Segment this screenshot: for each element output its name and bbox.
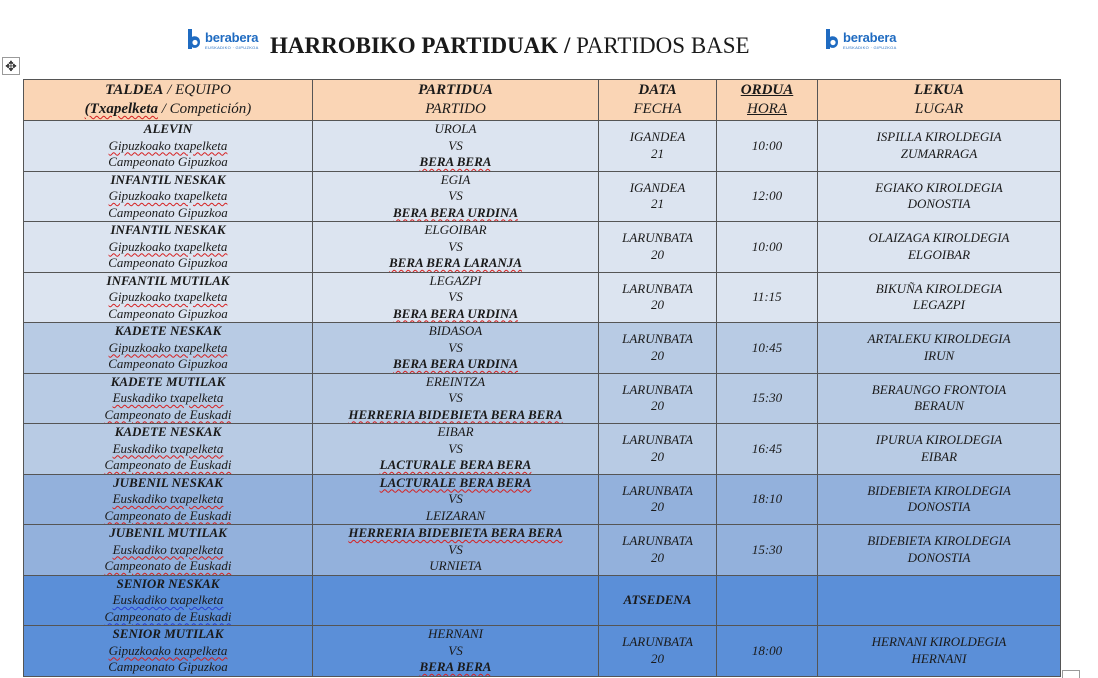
date-cell <box>599 171 717 222</box>
time-cell: 12:00 <box>717 171 818 222</box>
team-cell <box>24 121 313 172</box>
table-row <box>24 121 1061 172</box>
rest-label: ATSEDENA <box>599 575 717 626</box>
table-row <box>24 525 1061 576</box>
berabera-logo-icon <box>186 28 203 52</box>
vs-label: VS <box>448 188 463 203</box>
day-name: LARUNBATA <box>622 634 693 650</box>
day-number: 20 <box>651 549 664 565</box>
header-match: PARTIDUA PARTIDO <box>313 80 599 121</box>
away-team: BERA BERA URDINA <box>393 356 518 371</box>
venue-name: BIKUÑA KIROLDEGIA <box>875 280 1003 296</box>
match-cell <box>313 121 599 172</box>
header-date: DATA FECHA <box>599 80 717 121</box>
date-cell <box>599 525 717 576</box>
berabera-logo-left <box>186 28 259 52</box>
document-header <box>0 24 1098 64</box>
venue-town: DONOSTIA <box>907 549 971 565</box>
away-team: BERA BERA <box>419 659 492 674</box>
venue-name: BERAUNGO FRONTOIA <box>871 381 1007 397</box>
away-team: BERA BERA URDINA <box>393 305 518 321</box>
venue-name: EGIAKO KIROLDEGIA <box>875 179 1003 195</box>
date-cell <box>599 323 717 374</box>
date-cell <box>599 626 717 677</box>
away-team: BERA BERA <box>419 154 492 169</box>
time-cell: 18:10 <box>717 474 818 525</box>
move-arrows-icon[interactable]: ✥ <box>2 57 20 75</box>
matches-table <box>23 79 1061 677</box>
competition-eu: Euskadiko txapelketa <box>112 390 224 405</box>
date-cell <box>599 424 717 475</box>
venue-name: IPURUA KIROLDEGIA <box>875 432 1003 448</box>
venue-name: ISPILLA KIROLDEGIA <box>876 129 1002 145</box>
match-cell <box>313 171 599 222</box>
vs-label: VS <box>448 137 463 153</box>
table-row <box>24 373 1061 424</box>
venue-town: LEGAZPI <box>913 297 965 313</box>
day-number: 20 <box>651 347 664 363</box>
time-cell: 15:30 <box>717 525 818 576</box>
home-team: LACTURALE BERA BERA <box>379 474 532 490</box>
header-place: LEKUA LUGAR <box>818 80 1061 121</box>
competition-eu: Gipuzkoako txapelketa <box>108 289 228 304</box>
time-cell: 16:45 <box>717 424 818 475</box>
home-team: EREINTZA <box>425 373 486 389</box>
team-cell <box>24 575 313 626</box>
match-cell <box>313 424 599 475</box>
venue-town: DONOSTIA <box>907 196 971 212</box>
venue-town: ELGOIBAR <box>907 246 971 262</box>
team-name: KADETE NESKAK <box>114 323 222 338</box>
team-name: ALEVIN <box>143 121 193 136</box>
competition-eu: Euskadiko txapelketa <box>112 541 224 557</box>
competition-eu: Euskadiko txapelketa <box>112 491 224 506</box>
vs-label: VS <box>448 339 463 355</box>
place-cell <box>818 171 1061 222</box>
day-name: IGANDEA <box>629 179 686 195</box>
competition-eu: Euskadiko txapelketa <box>112 440 224 456</box>
time-cell: 15:30 <box>717 373 818 424</box>
day-name: LARUNBATA <box>622 280 693 296</box>
competition-es: Campeonato Gipuzkoa <box>108 154 228 169</box>
day-number: 20 <box>651 499 664 515</box>
match-cell <box>313 575 599 626</box>
match-cell <box>313 626 599 677</box>
day-name: LARUNBATA <box>622 432 693 448</box>
home-team: HERRERIA BIDEBIETA BERA BERA <box>348 525 563 540</box>
logo-wordmark: berabera <box>843 30 897 45</box>
date-cell <box>599 474 717 525</box>
match-cell <box>313 323 599 374</box>
team-name: INFANTIL NESKAK <box>110 171 226 187</box>
header-team: TALDEA / EQUIPO (Txapelketa / Competición) <box>24 80 313 121</box>
team-name: INFANTIL MUTILAK <box>106 272 230 288</box>
team-cell <box>24 373 313 424</box>
vs-label: VS <box>448 541 463 557</box>
place-cell <box>818 323 1061 374</box>
match-cell <box>313 373 599 424</box>
place-cell <box>818 222 1061 273</box>
competition-es: Campeonato de Euskadi <box>104 507 232 523</box>
competition-es: Campeonato Gipuzkoa <box>108 659 228 674</box>
day-number: 20 <box>651 650 664 666</box>
home-team: HERNANI <box>428 626 483 641</box>
home-team: EIBAR <box>437 424 474 439</box>
competition-eu: Gipuzkoako txapelketa <box>108 137 228 153</box>
date-cell <box>599 373 717 424</box>
place-cell <box>818 525 1061 576</box>
competition-eu: Gipuzkoako txapelketa <box>108 642 228 658</box>
page-title <box>270 32 750 60</box>
venue-town: EIBAR <box>920 448 958 464</box>
competition-eu: Gipuzkoako txapelketa <box>108 188 228 203</box>
competition-es: Campeonato Gipuzkoa <box>108 255 228 270</box>
date-cell <box>599 121 717 172</box>
day-number: 20 <box>651 398 664 414</box>
time-cell: 11:15 <box>717 272 818 323</box>
team-name: KADETE MUTILAK <box>110 373 226 389</box>
home-team: EGIA <box>440 171 471 187</box>
table-header-row <box>24 80 1061 121</box>
day-number: 20 <box>651 246 664 262</box>
venue-name: ARTALEKU KIROLDEGIA <box>867 331 1011 347</box>
team-cell <box>24 171 313 222</box>
competition-eu: Gipuzkoako txapelketa <box>108 339 228 355</box>
competition-es: Campeonato Gipuzkoa <box>108 305 228 321</box>
venue-town: HERNANI <box>911 650 967 666</box>
berabera-logo-icon <box>824 28 841 52</box>
team-cell <box>24 474 313 525</box>
venue-name: BIDEBIETA KIROLDEGIA <box>867 482 1011 498</box>
team-cell <box>24 626 313 677</box>
date-cell <box>599 272 717 323</box>
time-cell: 10:45 <box>717 323 818 374</box>
day-number: 21 <box>651 196 664 212</box>
competition-es: Campeonato de Euskadi <box>104 558 232 573</box>
team-name: SENIOR NESKAK <box>116 575 220 591</box>
time-cell: 10:00 <box>717 121 818 172</box>
match-cell <box>313 525 599 576</box>
vs-label: VS <box>448 289 463 304</box>
competition-eu: Euskadiko txapelketa <box>112 592 224 607</box>
competition-es: Campeonato Gipuzkoa <box>108 356 228 371</box>
away-team: BERA BERA LARANJA <box>389 255 522 270</box>
competition-es: Campeonato de Euskadi <box>104 406 232 422</box>
table-row <box>24 424 1061 475</box>
vs-label: VS <box>448 491 463 506</box>
table-resize-handle[interactable] <box>1062 670 1080 678</box>
team-name: SENIOR MUTILAK <box>112 626 224 641</box>
competition-es: Campeonato de Euskadi <box>104 608 232 624</box>
table-row <box>24 323 1061 374</box>
vs-label: VS <box>448 642 463 658</box>
table-row <box>24 272 1061 323</box>
day-name: LARUNBATA <box>622 331 693 347</box>
logo-tagline: EUSKADIKO · GIPUZKOA <box>843 45 897 50</box>
venue-name: HERNANI KIROLDEGIA <box>871 634 1007 650</box>
home-team: ELGOIBAR <box>424 222 487 237</box>
match-cell <box>313 222 599 273</box>
venue-town: BERAUN <box>914 398 964 414</box>
home-team: BIDASOA <box>428 323 483 338</box>
day-name: LARUNBATA <box>622 381 693 397</box>
time-cell <box>717 575 818 626</box>
away-team: HERRERIA BIDEBIETA BERA BERA <box>348 406 563 422</box>
team-name: JUBENIL NESKAK <box>113 474 223 490</box>
header-time: ORDUA HORA <box>717 80 818 121</box>
title-bold: HARROBIKO PARTIDUAK / <box>270 33 571 58</box>
day-number: 21 <box>651 145 664 161</box>
competition-es: Campeonato de Euskadi <box>104 457 232 472</box>
logo-tagline: EUSKADIKO · GIPUZKOA <box>205 45 259 50</box>
competition-es: Campeonato Gipuzkoa <box>108 204 228 220</box>
day-name: LARUNBATA <box>622 533 693 549</box>
venue-town: DONOSTIA <box>907 499 971 515</box>
place-cell <box>818 626 1061 677</box>
table-row <box>24 171 1061 222</box>
away-team: LEIZARAN <box>425 507 486 523</box>
competition-eu: Gipuzkoako txapelketa <box>108 238 228 254</box>
place-cell <box>818 121 1061 172</box>
day-number: 20 <box>651 448 664 464</box>
venue-town: ZUMARRAGA <box>900 145 978 161</box>
venue-name: BIDEBIETA KIROLDEGIA <box>867 533 1011 549</box>
team-cell <box>24 222 313 273</box>
place-cell <box>818 424 1061 475</box>
place-cell <box>818 474 1061 525</box>
berabera-logo-right <box>824 28 897 52</box>
team-name: INFANTIL NESKAK <box>110 222 226 237</box>
team-name: JUBENIL MUTILAK <box>109 525 227 540</box>
day-name: IGANDEA <box>629 129 686 145</box>
day-name: LARUNBATA <box>622 230 693 246</box>
venue-name: OLAIZAGA KIROLDEGIA <box>868 230 1010 246</box>
vs-label: VS <box>448 440 463 456</box>
logo-wordmark: berabera <box>205 30 259 45</box>
team-cell <box>24 525 313 576</box>
day-name: LARUNBATA <box>622 482 693 498</box>
home-team: UROLA <box>434 121 477 136</box>
date-cell <box>599 222 717 273</box>
away-team: URNIETA <box>429 558 482 573</box>
vs-label: VS <box>448 390 463 405</box>
title-regular: PARTIDOS BASE <box>576 33 750 58</box>
table-row <box>24 575 1061 626</box>
team-cell <box>24 323 313 374</box>
team-cell <box>24 424 313 475</box>
day-number: 20 <box>651 297 664 313</box>
vs-label: VS <box>448 238 463 254</box>
team-cell <box>24 272 313 323</box>
place-cell <box>818 575 1061 626</box>
home-team: LEGAZPI <box>429 272 482 288</box>
table-row <box>24 474 1061 525</box>
venue-town: IRUN <box>923 347 955 363</box>
place-cell <box>818 373 1061 424</box>
match-cell <box>313 474 599 525</box>
match-cell <box>313 272 599 323</box>
away-team: BERA BERA URDINA <box>393 204 518 220</box>
time-cell: 18:00 <box>717 626 818 677</box>
away-team: LACTURALE BERA BERA <box>379 457 532 472</box>
table-row <box>24 626 1061 677</box>
table-row <box>24 222 1061 273</box>
place-cell <box>818 272 1061 323</box>
time-cell: 10:00 <box>717 222 818 273</box>
team-name: KADETE NESKAK <box>114 424 222 439</box>
